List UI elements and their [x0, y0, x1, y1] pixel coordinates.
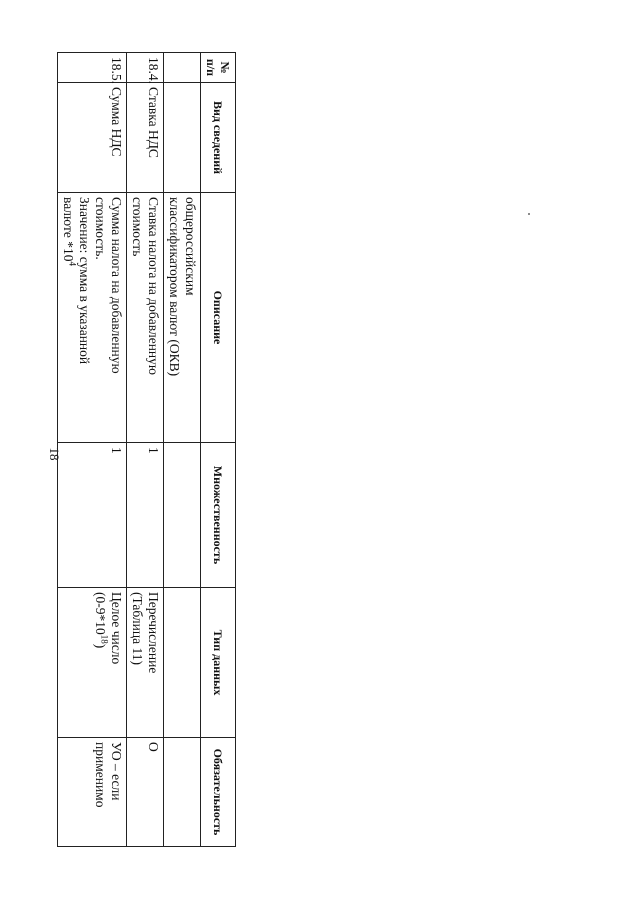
cell-kind [163, 83, 200, 193]
scan-artifact-dot [528, 213, 530, 215]
header-num-sub: п/п [203, 58, 218, 77]
exponent: 18 [99, 634, 110, 644]
header-multiplicity: Множественность [200, 443, 235, 588]
cell-data-type-line [93, 592, 108, 648]
cell-description-line: стоимость [129, 197, 145, 257]
cell-description-line [61, 197, 76, 266]
cell-data-type [58, 588, 127, 738]
specification-table-wrapper [61, 52, 236, 846]
cell-num: 18.4. [127, 53, 164, 83]
cell-description [58, 193, 127, 443]
cell-multiplicity [163, 443, 200, 588]
cell-description-text: валюте *10 [61, 197, 77, 262]
cell-description-line: общероссийским [182, 197, 198, 296]
cell-obligation-line: применимо [93, 742, 109, 808]
cell-description [127, 193, 164, 443]
cell-data-type-text: ) [93, 643, 109, 649]
table-header-row [200, 53, 235, 847]
header-num [200, 53, 235, 83]
cell-data-type-line: Перечисление [145, 592, 161, 674]
cell-description-line: классификатором валют (ОКВ) [166, 197, 182, 377]
cell-obligation-line: УО – если [109, 742, 124, 801]
cell-data-type [163, 588, 200, 738]
header-num-symbol: № [218, 61, 232, 74]
cell-description [163, 193, 200, 443]
cell-obligation [163, 738, 200, 847]
cell-description-line: Значение: сумма в указанной [77, 197, 93, 365]
header-data-type: Тип данных [200, 588, 235, 738]
header-obligation: Обязательность [200, 738, 235, 847]
cell-num [163, 53, 200, 83]
cell-description-line: Сумма налога на добавленную [109, 197, 124, 374]
cell-description-line: Ставка налога на добавленную [145, 197, 161, 375]
cell-multiplicity: 1 [127, 443, 164, 588]
table-row-continuation [163, 53, 200, 847]
cell-data-type-line: (Таблица 11) [129, 592, 145, 665]
cell-obligation: О [127, 738, 164, 847]
cell-data-type-text: (0-9*10 [93, 592, 109, 635]
specification-table [57, 52, 236, 847]
cell-multiplicity: 1 [58, 443, 127, 588]
table-row-vat-rate [127, 53, 164, 847]
cell-kind: Сумма НДС [58, 83, 127, 193]
cell-data-type [127, 588, 164, 738]
cell-kind: Ставка НДС [127, 83, 164, 193]
table-row-vat-amount [58, 53, 127, 847]
cell-data-type-line: Целое число [109, 592, 124, 665]
exponent: 4 [67, 261, 78, 266]
cell-description-line: стоимость. [93, 197, 109, 260]
header-kind: Вид сведений [200, 83, 235, 193]
header-description: Описание [200, 193, 235, 443]
page-number: 18 [47, 447, 62, 461]
cell-obligation [58, 738, 127, 847]
cell-num: 18.5. [58, 53, 127, 83]
